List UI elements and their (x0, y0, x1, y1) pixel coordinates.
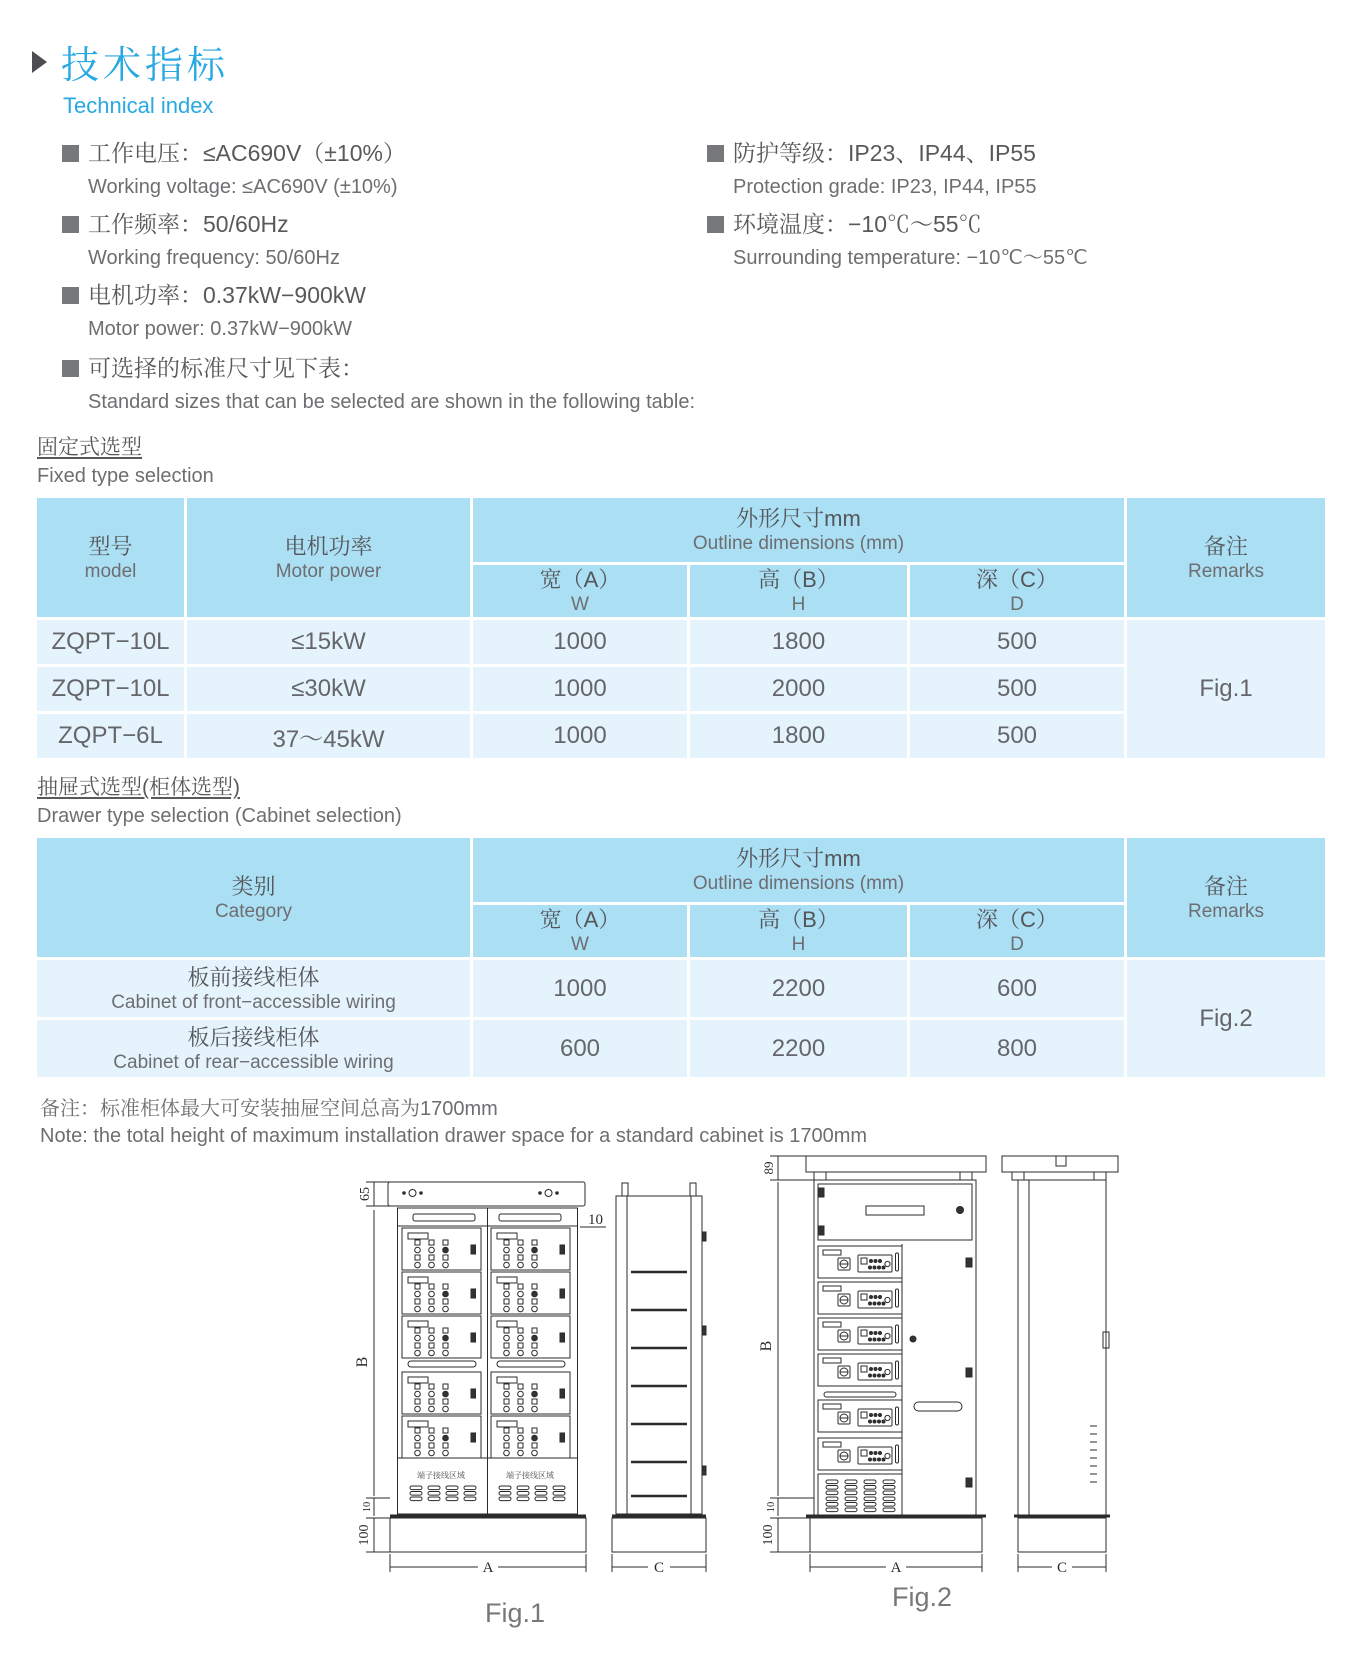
col-header-height: 高（B） H (690, 905, 907, 957)
col-header-width: 宽（A） W (473, 565, 687, 617)
fig2-front-view (806, 1156, 986, 1552)
col-header-height: 高（B） H (690, 565, 907, 617)
cell-depth: 500 (910, 620, 1124, 664)
fig2-dim-body-height: B (758, 1340, 775, 1352)
fig1-terminal-area-label: 端子接线区域 (506, 1471, 554, 1480)
spec-zh-text: 可选择的标准尺寸见下表： (88, 355, 364, 381)
cell-height: 2000 (690, 667, 907, 711)
bullet-square-icon (62, 287, 79, 304)
cell-width: 1000 (473, 667, 687, 711)
fixed-type-section-title (37, 435, 1357, 489)
spec-column-left (62, 139, 707, 425)
spec-item-motor-power (62, 281, 707, 341)
cell-width: 1000 (473, 620, 687, 664)
fig1-dim-cap-height: 65 (358, 1187, 373, 1201)
spec-item-protection-grade (707, 139, 1357, 199)
cell-depth: 600 (910, 960, 1124, 1017)
cell-model: ZQPT−6L (37, 714, 184, 758)
cell-width: 1000 (473, 960, 687, 1017)
bullet-square-icon (62, 360, 79, 377)
col-header-depth: 深（C） D (910, 565, 1124, 617)
spec-en-text: Protection grade: IP23, IP44, IP55 (733, 176, 1037, 198)
col-header-category: 类别 Category (37, 838, 470, 957)
cell-remark: Fig.2 (1127, 960, 1325, 1077)
cell-model: ZQPT−10L (37, 620, 184, 664)
cell-category: 板后接线柜体 Cabinet of rear−accessible wiring (37, 1020, 470, 1077)
spec-zh-text: 工作频率：50/60Hz (88, 211, 289, 237)
fig1-dim-depth: C (653, 1560, 665, 1576)
spec-en-text: Standard sizes that can be selected are shown in the following table: (88, 391, 696, 413)
fig2-dim-cap-height: 89 (761, 1161, 776, 1175)
bullet-square-icon (62, 145, 79, 162)
cell-power: 37～45kW (187, 714, 470, 758)
cell-width: 600 (473, 1020, 687, 1077)
footnote-zh: 备注：标准柜体最大可安装抽屉空间总高为1700mm (40, 1098, 498, 1120)
spec-en-text: Working voltage: ≤AC690V (±10%) (88, 176, 398, 198)
bullet-square-icon (62, 216, 79, 233)
spec-zh-text: 环境温度：−10℃～55℃ (733, 211, 982, 237)
table-row (37, 620, 1325, 664)
cell-remark: Fig.1 (1127, 620, 1325, 758)
section-title-en: Drawer type selection (Cabinet selection) (37, 805, 402, 827)
cell-height: 1800 (690, 620, 907, 664)
cell-height: 2200 (690, 1020, 907, 1077)
spec-en-text: Motor power: 0.37kW−900kW (88, 318, 352, 340)
drawer-type-table (34, 835, 1328, 1080)
fig2-dim-depth: C (1056, 1560, 1068, 1576)
footnote-en: Note: the total height of maximum installation drawer space for a standard cabinet is 1700mm (40, 1125, 868, 1147)
bullet-square-icon (707, 216, 724, 233)
spec-zh-text: 工作电压：≤AC690V（±10%） (88, 140, 406, 166)
fixed-type-table (34, 495, 1328, 761)
col-header-outline-dimensions: 外形尺寸mm Outline dimensions (mm) (473, 838, 1124, 902)
section-title-zh: 抽屉式选型(柜体选型) (37, 776, 240, 799)
page-title: 技术指标 (61, 45, 230, 87)
cell-depth: 500 (910, 714, 1124, 758)
cell-width: 1000 (473, 714, 687, 758)
spec-item-voltage (62, 139, 707, 199)
cell-power: ≤15kW (187, 620, 470, 664)
cell-depth: 800 (910, 1020, 1124, 1077)
fig1-dim-sill: 10 (362, 1501, 373, 1513)
fig2-dim-base-height: 100 (761, 1524, 776, 1546)
fig1-dim-top-right: 10 (588, 1212, 603, 1228)
spec-item-standard-sizes (62, 354, 707, 414)
section-title-zh: 固定式选型 (37, 436, 142, 459)
cell-depth: 500 (910, 667, 1124, 711)
spec-list (62, 139, 1357, 425)
drawer-type-section-title (37, 775, 1357, 829)
col-header-depth: 深（C） D (910, 905, 1124, 957)
bullet-square-icon (707, 145, 724, 162)
cell-category: 板前接线柜体 Cabinet of front−accessible wiring (37, 960, 470, 1017)
fig1-front-view (388, 1182, 586, 1552)
footnote (40, 1096, 1357, 1150)
cabinet-drawings (0, 1152, 1357, 1660)
fig1-side-view (612, 1183, 706, 1576)
spec-zh-text: 电机功率：0.37kW−900kW (88, 282, 366, 308)
fig2-side-view (1002, 1156, 1118, 1576)
page-header (32, 34, 1357, 119)
spec-zh-text: 防护等级：IP23、IP44、IP55 (733, 140, 1036, 166)
cell-height: 1800 (690, 714, 907, 758)
col-header-outline-dimensions: 外形尺寸mm Outline dimensions (mm) (473, 498, 1124, 562)
fig1-terminal-area-label: 端子接线区域 (417, 1471, 465, 1480)
page-subtitle: Technical index (63, 93, 214, 118)
section-title-en: Fixed type selection (37, 465, 214, 487)
fig1-dim-base-height: 100 (357, 1524, 372, 1546)
col-header-remarks: 备注 Remarks (1127, 838, 1325, 957)
col-header-motor-power: 电机功率 Motor power (187, 498, 470, 617)
section-arrow-icon (32, 51, 47, 73)
col-header-model: 型号 model (37, 498, 184, 617)
fig2-dim-sill: 10 (766, 1501, 777, 1513)
col-header-remarks: 备注 Remarks (1127, 498, 1325, 617)
cell-height: 2200 (690, 960, 907, 1017)
fig2-dimensions (758, 1156, 982, 1576)
cell-model: ZQPT−10L (37, 667, 184, 711)
fig2-caption: Fig.2 (891, 1582, 953, 1612)
fig2-dim-width: A (890, 1560, 902, 1576)
spec-column-right (707, 139, 1357, 425)
spec-en-text: Surrounding temperature: −10℃～55℃ (733, 247, 1088, 269)
spec-en-text: Working frequency: 50/60Hz (88, 247, 340, 269)
spec-item-temperature (707, 210, 1357, 270)
table-row (37, 960, 1325, 1017)
cell-power: ≤30kW (187, 667, 470, 711)
spec-item-frequency (62, 210, 707, 270)
fig1-dim-body-height: B (354, 1356, 371, 1368)
fig1-dim-width: A (482, 1560, 494, 1576)
col-header-width: 宽（A） W (473, 905, 687, 957)
fig1-caption: Fig.1 (484, 1598, 546, 1628)
